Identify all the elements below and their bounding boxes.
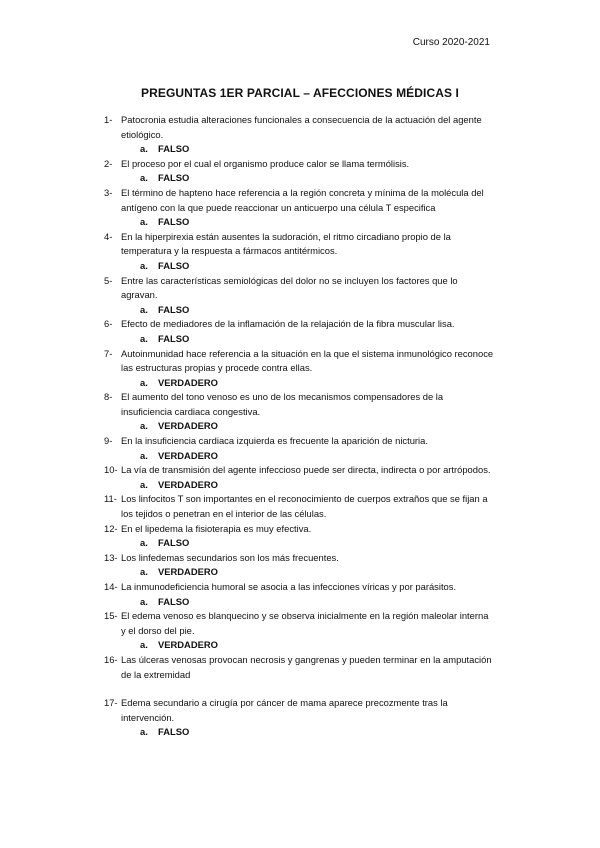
question-number: 12- bbox=[104, 522, 118, 534]
question-text: Autoinmunidad hace referencia a la situación en la que el sistema inmunológico reconoce las estructuras propias y procede contra ellas. bbox=[121, 347, 494, 374]
question-item bbox=[104, 492, 494, 521]
question-number: 2- bbox=[104, 157, 113, 169]
course-year: Curso 2020-2021 bbox=[412, 37, 490, 48]
answer-label: a. bbox=[140, 537, 148, 549]
question-number: 7- bbox=[104, 347, 113, 359]
question-number: 4- bbox=[104, 230, 113, 242]
question-text: Los linfedemas secundarios son los más frecuentes. bbox=[121, 551, 339, 563]
answer-label: a. bbox=[140, 332, 148, 344]
question-item bbox=[104, 390, 494, 434]
question-text: Entre las características semiológicas del dolor no se incluyen los factores que lo agravan. bbox=[121, 274, 458, 301]
answer-line bbox=[104, 171, 494, 186]
answer-value: VERDADERO bbox=[158, 639, 218, 651]
answer-label: a. bbox=[140, 595, 148, 607]
answer-label: a. bbox=[140, 478, 148, 490]
page-title: PREGUNTAS 1ER PARCIAL – AFECCIONES MÉDICAS I bbox=[141, 86, 459, 100]
answer-line bbox=[104, 142, 494, 157]
answer-line bbox=[104, 478, 494, 493]
answer-value: FALSO bbox=[158, 595, 190, 607]
answer-line bbox=[104, 638, 494, 653]
question-text: En el lipedema la fisioterapia es muy efectiva. bbox=[121, 522, 312, 534]
question-item bbox=[104, 230, 494, 274]
question-text: Efecto de mediadores de la inflamación de la relajación de la fibra muscular lisa. bbox=[121, 318, 455, 330]
question-text: El aumento del tono venoso es uno de los mecanismos compensadores de la insuficiencia cardiaca congestiva. bbox=[121, 391, 444, 417]
answer-value: VERDADERO bbox=[158, 478, 218, 490]
question-item bbox=[104, 696, 494, 740]
answer-value: FALSO bbox=[158, 259, 190, 271]
question-number: 10- bbox=[104, 464, 118, 476]
question-text: Las úlceras venosas provocan necrosis y gangrenas y pueden terminar en la amputación de la extremidad bbox=[121, 653, 492, 680]
answer-label: a. bbox=[140, 449, 148, 461]
question-item bbox=[104, 463, 494, 492]
question-number: 5- bbox=[104, 274, 113, 286]
answer-line bbox=[104, 536, 494, 551]
answer-line bbox=[104, 215, 494, 230]
question-text: Los linfocitos T son importantes en el reconocimiento de cuerpos extraños que se fijan a los tejidos o penetran en el interior de las células. bbox=[121, 493, 488, 520]
question-item bbox=[104, 580, 494, 609]
answer-label: a. bbox=[140, 566, 148, 578]
answer-label: a. bbox=[140, 259, 148, 271]
question-item bbox=[104, 434, 494, 463]
question-item bbox=[104, 653, 494, 682]
question-list bbox=[104, 113, 494, 740]
answer-value: VERDADERO bbox=[158, 566, 218, 578]
answer-label: a. bbox=[140, 216, 148, 228]
answer-line bbox=[104, 376, 494, 391]
answer-line bbox=[104, 419, 494, 434]
answer-value: FALSO bbox=[158, 216, 190, 228]
answer-label: a. bbox=[140, 726, 148, 738]
answer-value: FALSO bbox=[158, 303, 190, 315]
question-item bbox=[104, 317, 494, 346]
question-text: El término de hapteno hace referencia a la región concreta y mínima de la molécula del antígeno con la que puede reaccionar un anticuerpo una célula T especifica bbox=[121, 186, 484, 213]
question-number: 14- bbox=[104, 581, 118, 592]
question-item bbox=[104, 609, 494, 653]
question-text: El edema venoso es blanquecino y se observa inicialmente en la región maleolar interna y el dorso del pie. bbox=[121, 610, 489, 636]
answer-label: a. bbox=[140, 420, 148, 432]
question-number: 16- bbox=[104, 653, 118, 665]
question-number: 9- bbox=[104, 435, 113, 447]
question-number: 8- bbox=[104, 391, 113, 403]
question-item bbox=[104, 186, 494, 230]
question-number: 17- bbox=[104, 697, 118, 709]
question-item bbox=[104, 522, 494, 551]
question-text: La inmunodeficiencia humoral se asocia a las infecciones víricas y por parásitos. bbox=[121, 581, 457, 592]
question-text: En la insuficiencia cardiaca izquierda es frecuente la aparición de nicturia. bbox=[121, 435, 428, 447]
question-item bbox=[104, 551, 494, 580]
answer-line bbox=[104, 725, 494, 740]
answer-line bbox=[104, 565, 494, 580]
question-number: 6- bbox=[104, 318, 113, 330]
answer-value: VERDADERO bbox=[158, 420, 218, 432]
question-item bbox=[104, 274, 494, 318]
question-number: 13- bbox=[104, 551, 118, 563]
answer-value: VERDADERO bbox=[158, 376, 218, 388]
answer-line bbox=[104, 595, 494, 610]
answer-line bbox=[104, 303, 494, 318]
question-number: 15- bbox=[104, 610, 118, 622]
answer-label: a. bbox=[140, 303, 148, 315]
answer-value: FALSO bbox=[158, 332, 190, 344]
answer-line bbox=[104, 332, 494, 347]
question-text: Patocronia estudia alteraciones funcionales a consecuencia de la actuación del agente etiológico. bbox=[121, 114, 482, 140]
answer-line bbox=[104, 449, 494, 464]
answer-value: FALSO bbox=[158, 172, 190, 184]
question-text: En la hiperpirexia están ausentes la sudoración, el ritmo circadiano propio de la temperatura y la respuesta a fármacos antitérmicos. bbox=[121, 230, 451, 257]
answer-label: a. bbox=[140, 639, 148, 651]
answer-value: FALSO bbox=[158, 143, 190, 155]
answer-value: FALSO bbox=[158, 537, 190, 549]
question-item bbox=[104, 113, 494, 157]
answer-value: FALSO bbox=[158, 726, 190, 738]
question-text: La vía de transmisión del agente infeccioso puede ser directa, indirecta o por artrópodos. bbox=[121, 464, 491, 476]
question-item bbox=[104, 347, 494, 391]
question-number: 11- bbox=[104, 493, 117, 505]
answer-value: VERDADERO bbox=[158, 449, 218, 461]
question-number: 3- bbox=[104, 186, 113, 198]
answer-label: a. bbox=[140, 172, 148, 184]
answer-label: a. bbox=[140, 376, 148, 388]
question-text: Edema secundario a cirugía por cáncer de mama aparece precozmente tras la intervención. bbox=[121, 697, 448, 723]
question-text: El proceso por el cual el organismo produce calor se llama termólisis. bbox=[121, 157, 410, 169]
answer-label: a. bbox=[140, 143, 148, 155]
question-item bbox=[104, 157, 494, 186]
answer-line bbox=[104, 259, 494, 274]
question-number: 1- bbox=[104, 114, 113, 125]
